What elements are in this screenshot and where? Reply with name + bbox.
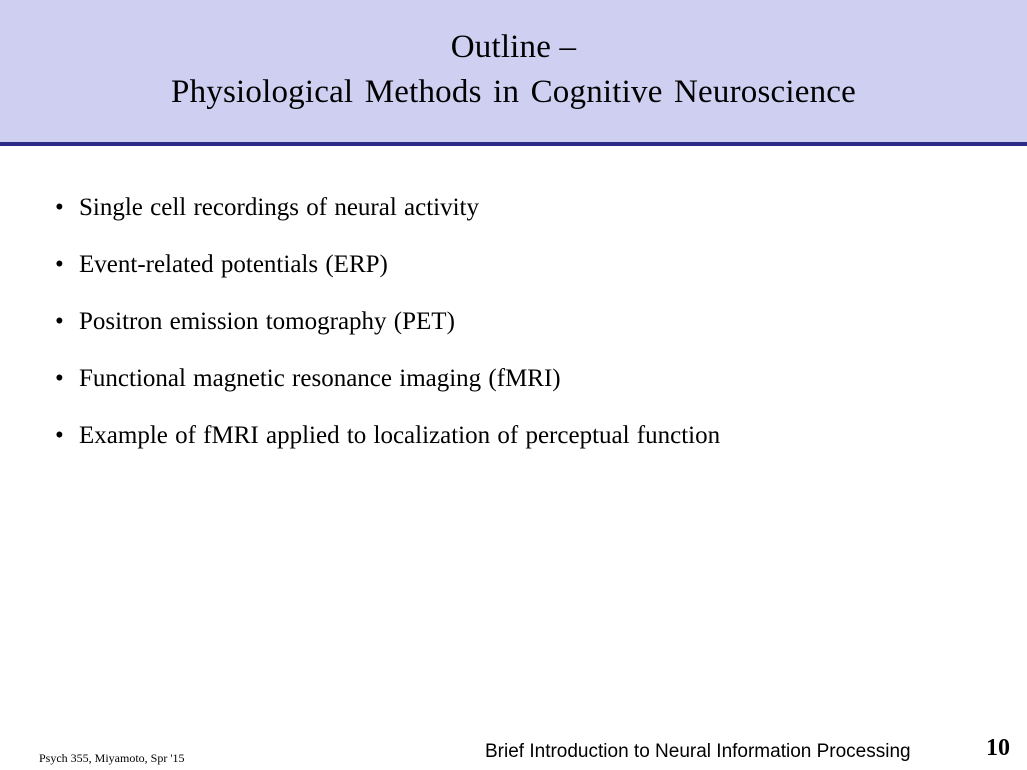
title-divider [0,142,1027,146]
bullet-dot-icon: • [55,365,64,392]
slide-title-line-1: Outline – [450,29,577,65]
slide-title-line-2: Physiological Methods in Cognitive Neuroscience [171,74,856,110]
footer-course: Psych 355, Miyamoto, Spr '15 [39,751,185,765]
bullet-dot-icon: • [55,194,64,221]
footer-lecture-title: Brief Introduction to Neural Information Processing [485,741,911,762]
title-banner [0,0,1027,142]
bullet-text: Single cell recordings of neural activity [79,194,480,221]
bullet-text: Example of fMRI applied to localization of perceptual function [79,422,721,449]
page-number: 10 [986,735,1010,761]
bullet-dot-icon: • [55,422,64,449]
bullet-dot-icon: • [55,308,64,335]
bullet-text: Positron emission tomography (PET) [79,308,455,335]
bullet-text: Functional magnetic resonance imaging (fMRI) [79,365,561,392]
bullet-text: Event-related potentials (ERP) [79,251,388,278]
bullet-dot-icon: • [55,251,64,278]
